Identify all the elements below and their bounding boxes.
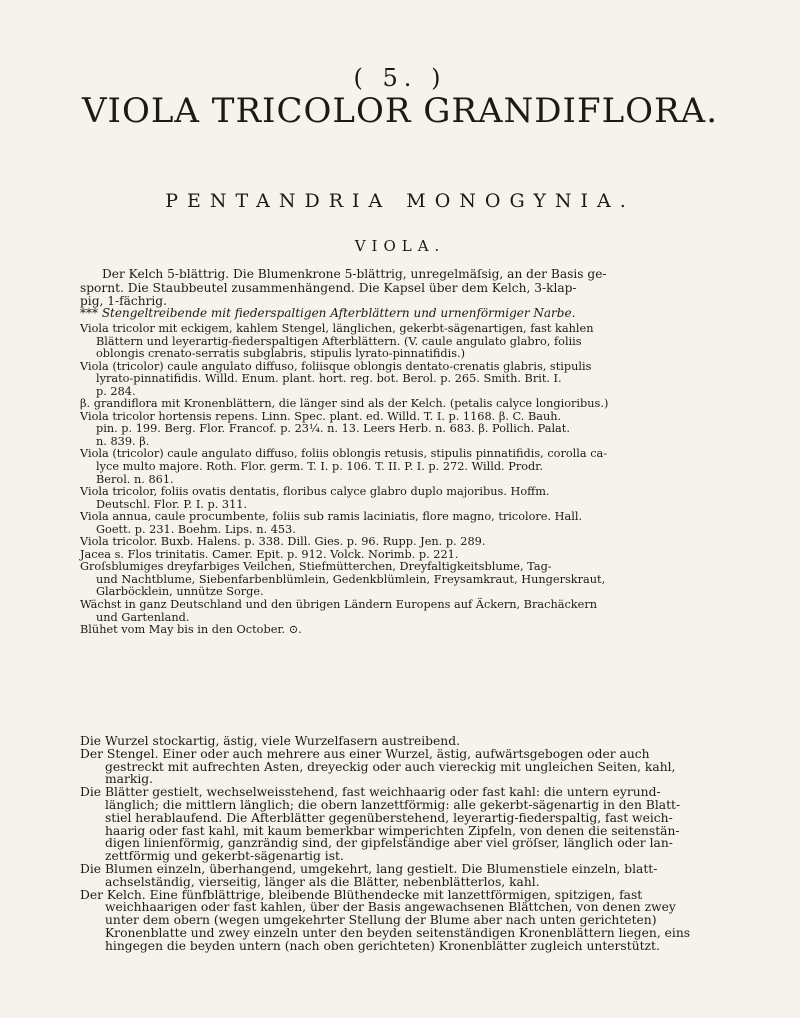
description-line: zettförmig und gekerbt-sägenartig ist. [105,849,344,864]
synonymy-line: Wächst in ganz Deutschland und den übrigen Ländern Europens auf Äckern, Brachäckern [80,598,597,612]
description-line: Der Kelch. Eine fünfblättrige, bleibende Blüthendecke mit lanzettförmigen, spitzigen, fast [80,887,643,902]
synonymy-line: Viola tricolor hortensis repens. Linn. Spec. plant. ed. Willd. T. I. p. 1168. β. C. Bauh. [80,409,562,423]
synonymy-line: Groſsblumiges dreyfarbiges Veilchen, Stiefmütterchen, Dreyfaltigkeitsblume, Tag- [80,560,552,574]
synonymy-line: Viola (tricolor) caule angulato diffuso, foliisque oblongis dentato-crenatis glabris, stipulis [80,359,592,373]
synonymy-line: Jacea s. Flos trinitatis. Camer. Epit. p. 912. Volck. Norimb. p. 221. [80,547,459,561]
synonymy-line: und Gartenland. [96,610,190,624]
synonymy-line: β. grandiflora mit Kronenblättern, die länger sind als der Kelch. (petalis calyce longioribus.) [80,397,609,411]
synonymy-line: Glarböcklein, unnütze Sorge. [96,585,264,599]
description-line: weichhaarigen oder fast kahlen, über der Basis angewachsenen Blättchen, von denen zwey [105,900,676,915]
description-line: länglich; die mittlern länglich; die obern lanzettförmig: alle gekerbt-sägenartig in den Blatt- [105,797,681,812]
generic-character-line: spornt. Die Staubbeutel zusammenhängend. Die Kapsel über dem Kelch, 3-klap- [80,280,577,295]
description-line: Der Stengel. Einer oder auch mehrere aus einer Wurzel, ästig, aufwärtsgebogen oder auch [80,746,650,761]
section-heading: *** Stengeltreibende mit fiederspaltigen Afterblättern und urnenförmiger Narbe. [80,306,576,320]
synonymy-line: Blättern und leyerartig-fiederspaltigen Afterblättern. (V. caule angulato glabro, foliis [96,334,582,348]
description-line: Die Blumen einzeln, überhangend, umgekehrt, lang gestielt. Die Blumenstiele einzeln, blatt- [80,861,658,876]
synonymy-block [80,323,750,637]
synonymy-line: oblongis crenato-serratis subglabris, stipulis lyrato-pinnatifidis.) [96,347,466,361]
synonymy-line: Berol. n. 861. [96,472,174,486]
description-line: haarig oder fast kahl, mit kaum bemerkbar wimperichten Zipfeln, von denen die seitenstän- [105,823,680,838]
description-line: hingegen die beyden untern (nach oben gerichteten) Kronenblätter zugleich unterstützt. [105,938,660,953]
generic-character-line: Der Kelch 5-blättrig. Die Blumenkrone 5-blättrig, unregelmäſsig, an der Basis ge- [102,267,607,281]
description-line: Kronenblatte und zwey einzeln unter den beyden seitenständigen Kronenblättern liegen, eins [105,925,691,940]
description-line: Die Blätter gestielt, wechselweisstehend, fast weichhaarig oder fast kahl: die untern eyrund- [80,785,661,800]
synonymy-line: und Nachtblume, Siebenfarbenblümlein, Gedenkblümlein, Freysamkraut, Hungerskraut, [96,572,606,586]
synonymy-line: lyce multo majore. Roth. Flor. germ. T. I. p. 106. T. II. P. I. p. 272. Willd. Prodr. [96,460,544,474]
description-line: achselständig, vierseitig, länger als die Blätter, nebenblätterlos, kahl. [105,874,540,889]
description-block [80,735,750,953]
synonymy-line: Goett. p. 231. Boehm. Lips. n. 453. [96,522,296,536]
linnaean-class-heading: PENTANDRIA MONOGYNIA. [165,190,635,212]
description-line: Die Wurzel stockartig, ästig, viele Wurzelfasern austreibend. [80,734,461,748]
synonymy-line: lyrato-pinnatifidis. Willd. Enum. plant. hort. reg. bot. Berol. p. 265. Smith. Brit. I. [96,372,562,386]
synonymy-line: Viola tricolor. Buxb. Halens. p. 338. Dill. Gies. p. 96. Rupp. Jen. p. 289. [80,535,486,549]
description-line: digen linienförmig, ganzrändig sind, der gipfelständige aber viel gröſser, länglich oder lan- [105,836,673,851]
synonymy-line: pin. p. 199. Berg. Flor. Francof. p. 23¼. n. 13. Leers Herb. n. 683. β. Pollich. Palat. [96,422,570,436]
description-line: markig. [105,772,154,787]
description-line: gestreckt mit aufrechten Asten, dreyeckig oder auch viereckig mit ungleichen Seiten, kahl, [105,759,676,774]
synonymy-line: Blühet vom May bis in den October. ⊙. [80,623,302,637]
description-line: unter dem obern (wegen umgekehrter Stellung der Blume aber nach unten gerichteten) [105,913,657,928]
description-line: stiel herablaufend. Die Afterblätter gegenüberstehend, leyerartig-fiederspaltig, fast weich- [105,810,673,825]
synonymy-line: p. 284. [96,384,136,398]
synonymy-line: Viola annua, caule procumbente, foliis sub ramis laciniatis, flore magno, tricolore. Hall. [80,510,583,524]
synonymy-line: Deutschl. Flor. P. I. p. 311. [96,497,248,511]
page-title: VIOLA TRICOLOR GRANDIFLORA. [81,91,718,131]
genus-heading: VIOLA. [354,237,446,255]
generic-character [80,268,750,309]
generic-character-line: pig, 1-fächrig. [80,294,167,309]
synonymy-line: n. 839. β. [96,434,150,448]
page-number: ( 5. ) [353,64,447,92]
synonymy-line: Viola tricolor mit eckigem, kahlem Stengel, länglichen, gekerbt-sägenartigen, fast kahlen [80,322,594,335]
synonymy-line: Viola (tricolor) caule angulato diffuso, foliis oblongis retusis, stipulis pinnatifidis, corolla ca- [80,447,608,461]
synonymy-line: Viola tricolor, foliis ovatis dentatis, floribus calyce glabro duplo majoribus. Hoffm. [80,485,550,499]
